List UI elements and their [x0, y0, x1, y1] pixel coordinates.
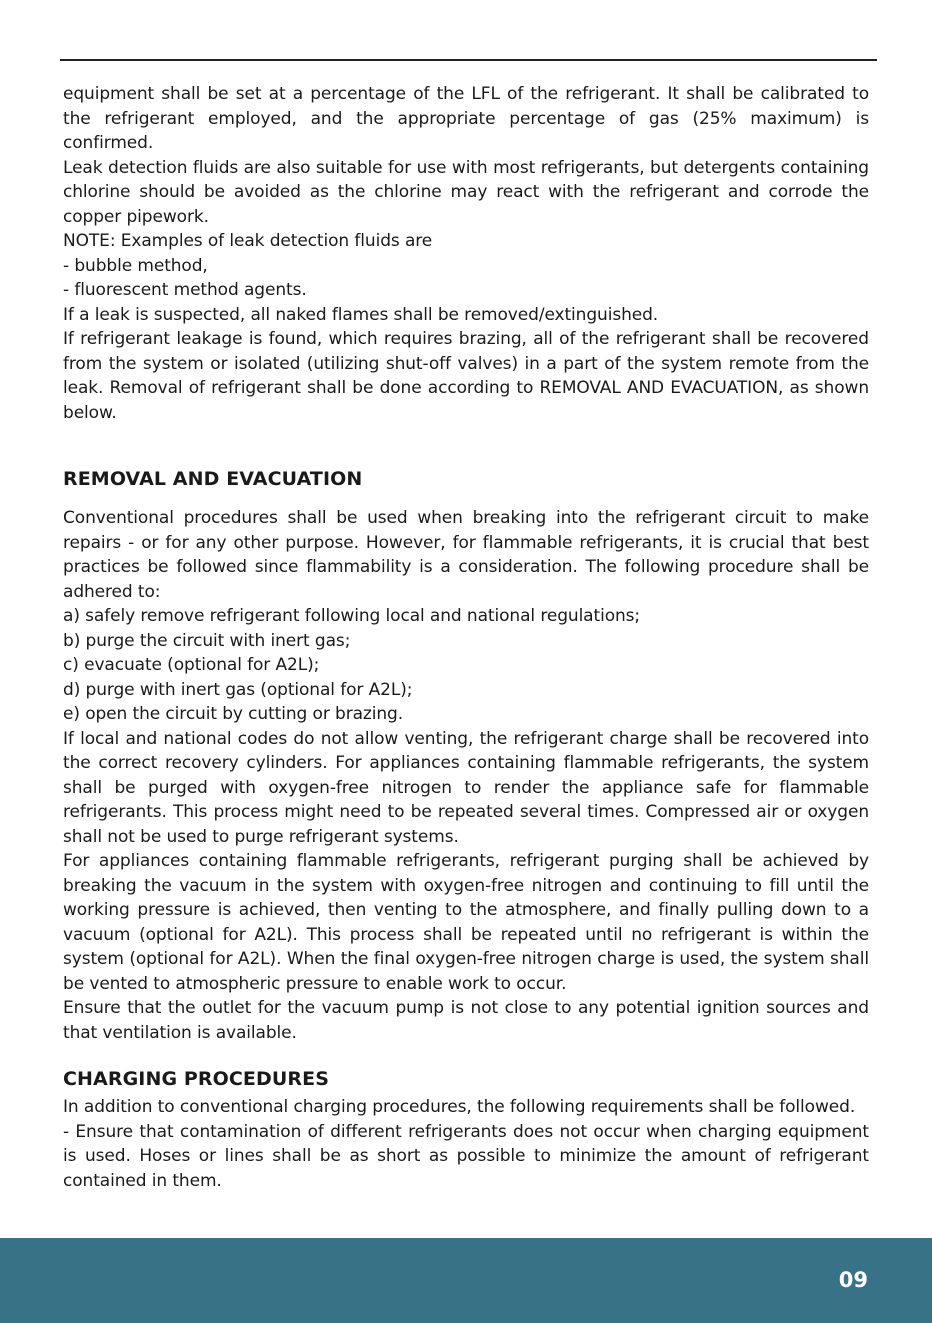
paragraph-venting: If local and national codes do not allow venting, the refrigerant charge shall be recovered into the correct recovery cylinders. For appliances containing flammable refrigerants, the system shall be purged with oxygen-free nitrogen to render the appliance safe for flammable refrigerants. This process might need to be repeated several times. Compressed air or oxygen shall not be used to purge refrigerant systems.	[63, 728, 869, 847]
paragraph-removal-intro: Conventional procedures shall be used when breaking into the refrigerant circuit to make repairs - or for any other purpose. However, for flammable refrigerants, it is crucial that best practices be followed since flammability is a consideration. The following procedure shall be adhered to:	[63, 508, 869, 602]
paragraph-lfl-calibration: equipment shall be set at a percentage of the LFL of the refrigerant. It shall be calibrated to the refrigerant employed, and the appropriate percentage of gas (25% maximum) is confirmed.	[63, 84, 869, 153]
procedure-step: d) purge with inert gas (optional for A2L);	[63, 679, 413, 700]
section-heading-removal: REMOVAL AND EVACUATION	[63, 468, 363, 490]
paragraph-purging: For appliances containing flammable refrigerants, refrigerant purging shall be achieved by breaking the vacuum in the system with oxygen-free nitrogen and continuing to fill until the working pressure is achieved, then venting to the atmosphere, and finally pulling down to a vacuum (optional for A2L). This process shall be repeated until no refrigerant is within the system (optional for A2L). When the final oxygen-free nitrogen charge is used, the system shall be vented to atmospheric pressure to enable work to occur.	[63, 851, 869, 994]
paragraph-leak-detection-fluids: Leak detection fluids are also suitable for use with most refrigerants, but detergents containing chlorine should be avoided as the chlorine may react with the refrigerant and corrode the copper pipework.	[63, 157, 869, 227]
page-content	[63, 82, 869, 1193]
procedure-step: a) safely remove refrigerant following local and national regulations;	[63, 606, 641, 626]
note-item: - bubble method,	[63, 255, 208, 276]
paragraph-leak-suspected: If a leak is suspected, all naked flames shall be removed/extinguished.	[63, 304, 659, 325]
page-number: 09	[838, 1268, 868, 1292]
procedure-step: b) purge the circuit with inert gas;	[63, 630, 351, 651]
footer-bar	[0, 1238, 932, 1323]
header-rule	[60, 59, 877, 61]
section-heading-charging: CHARGING PROCEDURES	[63, 1068, 329, 1090]
paragraph-charging-intro: In addition to conventional charging procedures, the following requirements shall be followed.	[63, 1097, 856, 1117]
procedure-step: e) open the circuit by cutting or brazing.	[63, 704, 404, 724]
procedure-step: c) evacuate (optional for A2L);	[63, 655, 320, 675]
paragraph-contamination: - Ensure that contamination of different refrigerants does not occur when charging equipment is used. Hoses or lines shall be as short as possible to minimize the amount of refrigerant contained in them.	[63, 1121, 869, 1191]
note-text: NOTE: Examples of leak detection fluids are	[63, 231, 433, 251]
paragraph-vacuum-pump: Ensure that the outlet for the vacuum pump is not close to any potential ignition sources and that ventilation is available.	[63, 998, 869, 1043]
paragraph-leakage-found: If refrigerant leakage is found, which requires brazing, all of the refrigerant shall be recovered from the system or isolated (utilizing shut-off valves) in a part of the system remote from the leak. Removal of refrigerant shall be done according to REMOVAL AND EVACUATION, as shown below.	[63, 329, 869, 423]
note-item: - fluorescent method agents.	[63, 280, 307, 300]
